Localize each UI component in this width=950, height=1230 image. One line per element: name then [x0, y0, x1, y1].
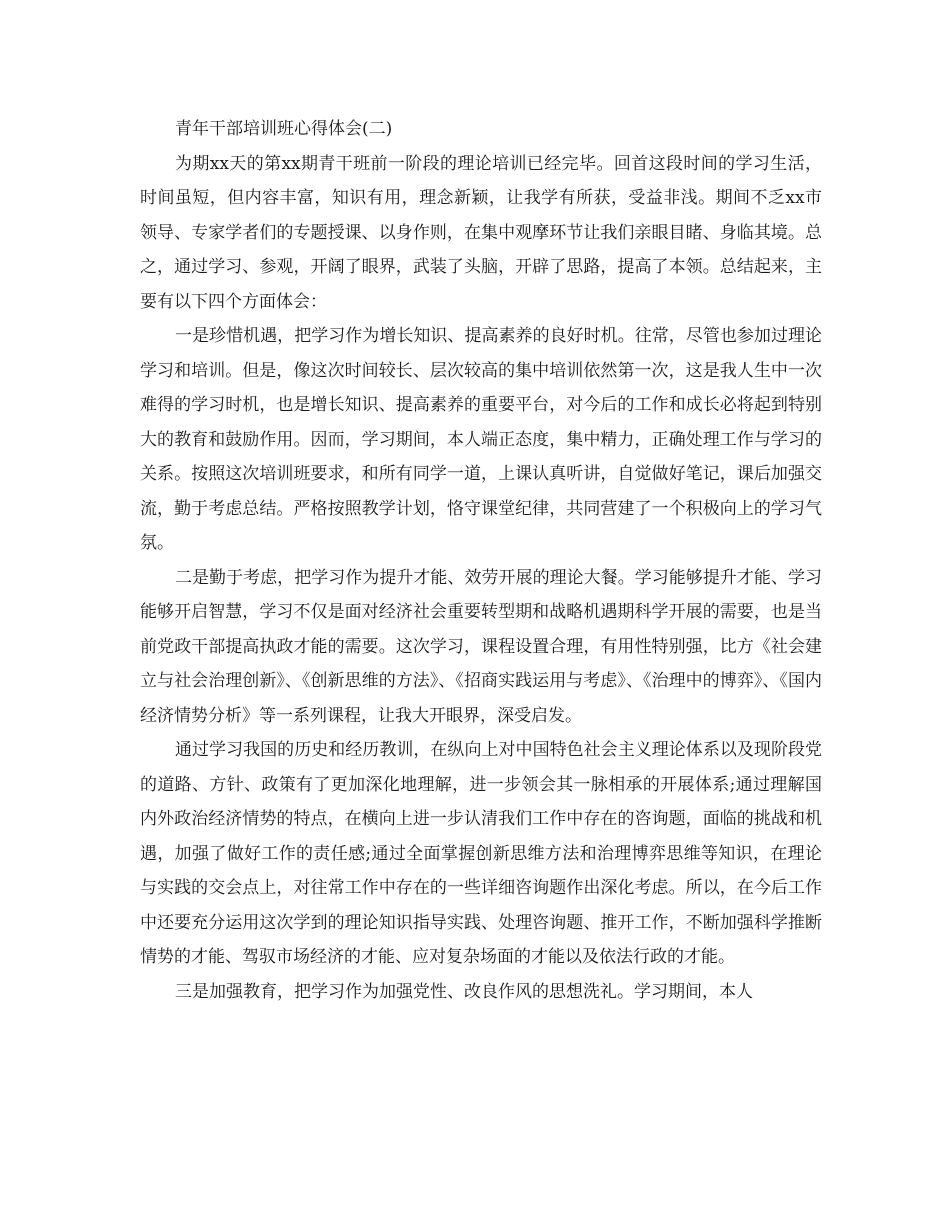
paragraph-intro: 为期xx天的第xx期青干班前一阶段的理论培训已经完毕。回首这段时间的学习生活，时间虽短，但内容丰富，知识有用，理念新颖，让我学有所获，受益非浅。期间不乏xx市领导、专家学者们的专题授课、以身作则，在集中观摩环节让我们亲眼目睹、身临其境。总之，通过学习、参观，开阔了眼界，武装了头脑，开辟了思路，提高了本领。总结起来，主要有以下四个方面体会：: [140, 153, 822, 312]
paragraph-point-two-continued: 通过学习我国的历史和经历教训，在纵向上对中国特色社会主义理论体系以及现阶段党的道路、方针、政策有了更加深化地理解，进一步领会其一脉相承的开展体系;通过理解国内外政治经济情势的特点，在横向上进一步认清我们工作中存在的咨询题，面临的挑战和机遇，加强了做好工作的责任感;通过全面掌握创新思维方法和治理博弈思维等知识，在理论与实践的交会点上，对往常工作中存在的一些详细咨询题作出深化考虑。所以，在今后工作中还要充分运用这次学到的理论知识指导实践、处理咨询题、推开工作，不断加强科学推断情势的才能、驾驭市场经济的才能、应对复杂场面的才能以及依法行政的才能。: [140, 740, 822, 967]
paragraph-point-three: 三是加强教育，把学习作为加强党性、改良作风的思想洗礼。学习期间，本人: [175, 981, 753, 1002]
paragraph-point-one: 一是珍惜机遇，把学习作为增长知识、提高素养的良好时机。往常，尽管也参加过理论学习和培训。但是，像这次时间较长、层次较高的集中培训依然第一次，这是我人生中一次难得的学习时机，也是增长知识、提高素养的重要平台，对今后的工作和成长必将起到特别大的教育和鼓励作用。因而，学习期间，本人端正态度，集中精力，正确处理工作与学习的关系。按照这次培训班要求，和所有同学一道，上课认真听讲，自觉做好笔记，课后加强交流，勤于考虑总结。严格按照教学计划，恪守课堂纪律，共同营建了一个积极向上的学习气氛。: [140, 326, 822, 553]
document-page: [140, 112, 822, 1009]
paragraph-point-two: 二是勤于考虑，把学习作为提升才能、效劳开展的理论大餐。学习能够提升才能、学习能够开启智慧，学习不仅是面对经济社会重要转型期和战略机遇期科学开展的需要，也是当前党政干部提高执政才能的需要。这次学习，课程设置合理，有用性特别强，比方《社会建立与社会治理创新》、《创新思维的方法》、《招商实践运用与考虑》、《治理中的博弈》、《国内经济情势分析》等一系列课程，让我大开眼界，深受启发。: [140, 567, 822, 726]
document-title: 青年干部培训班心得体会(二): [175, 119, 393, 139]
